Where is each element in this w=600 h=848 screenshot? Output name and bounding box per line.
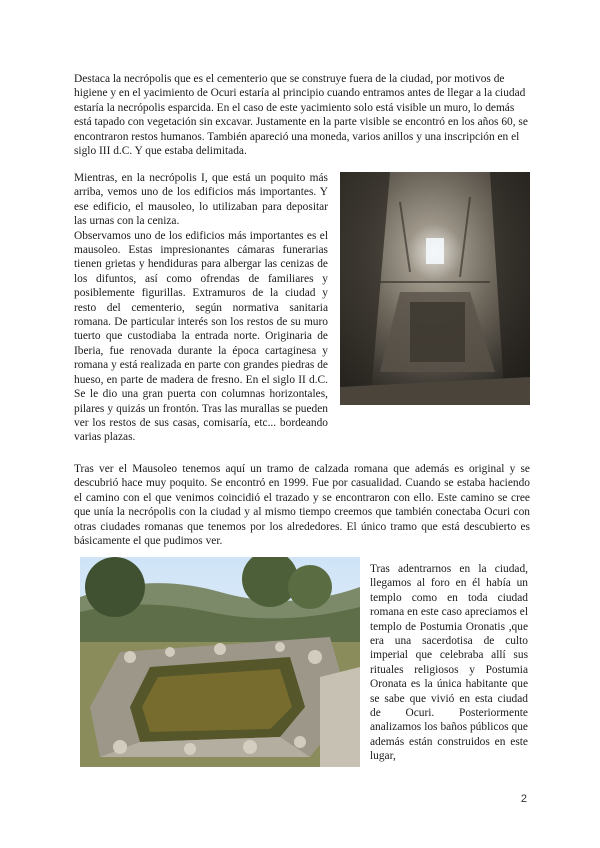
page-number: 2 xyxy=(520,793,527,805)
paragraph-mausoleum xyxy=(74,171,328,445)
mausoleum-interior-photo xyxy=(340,172,530,405)
ruins-photo xyxy=(80,557,360,767)
paragraph-necropolis-intro: Destaca la necrópolis que es el cementerio que se construye fuera de la ciudad, por motivos de higiene y en el yacimiento de Ocuri estaría al principio cuando entramos antes de llegar a la ciudad estaría la necrópolis esparcida. En el caso de este yacimiento solo está visible un muro, lo demás está tapado con vegetación sin excavar. Justamente en la parte visible se encontró en los años 60, se encontraron restos humanos. También apareció una moneda, varios anillos y una inscripción en el siglo III d.C. Y que estaba delimitada. xyxy=(74,73,528,158)
paragraph-foro: Tras adentrarnos en la ciudad, llegamos al foro en él había un templo como en toda ciudad romana en este caso apreciamos el templo de Postumia Oronatis ,que era una sacerdotisa de culto imperial que celebraba allí sus rituales religiosos y Postumia Oronata es la única habitante que se sabe que vivió en esta ciudad de Ocuri. Posteriormente analizamos los baños públicos que además están construidos en este lugar, xyxy=(370,563,528,763)
paragraph-calzada: Tras ver el Mausoleo tenemos aquí un tramo de calzada romana que además es original y se descubrió hace muy poquito. Se encontró en 1999. Fue por casualidad. Cuando se estaba haciendo el camino con el que venimos coincidió el trazado y se encontraron con ello. Este camino se cree que unía la necrópolis con la ciudad y al mismo tiempo creemos que también conectaba Ocuri con otras ciudades romanas que tenemos por los alrededores. El único tramo que está descubierto es básicamente el que pudimos ver. xyxy=(74,463,530,548)
paragraph-mausoleum-part-b: Observamos uno de los edificios más importantes es el mausoleo. Estas impresionantes cámaras funerarias tienen grietas y hendiduras para albergar las cenizas de los difuntos, así como ofrendas de familiares y posiblemente figurillas. Extramuros de la ciudad y resto del cementerio, según normativa sanitaria romana. De particular interés son los restos de su muro tuerto que custodiaba la entrada norte. Originaria de Iberia, fue renovada durante la época cartaginesa y romana y está realizada en parte con grandes piedras de hueso, en parte de madera de fresno. En el siglo II d.C. Se le dio una gran puerta con columnas horizontales, pilares y quizás un frontón. Tras las murallas se pueden ver los restos de sus casas, comisaría, etc... bordeando varias plazas. xyxy=(74,229,328,444)
paragraph-mausoleum-part-a: Mientras, en la necrópolis I, que está un poquito más arriba, vemos uno de los edificios más importantes. Y ese edificio, el mausoleo, lo utilizaban para depositar las urnas con la ceniza. xyxy=(74,172,328,228)
